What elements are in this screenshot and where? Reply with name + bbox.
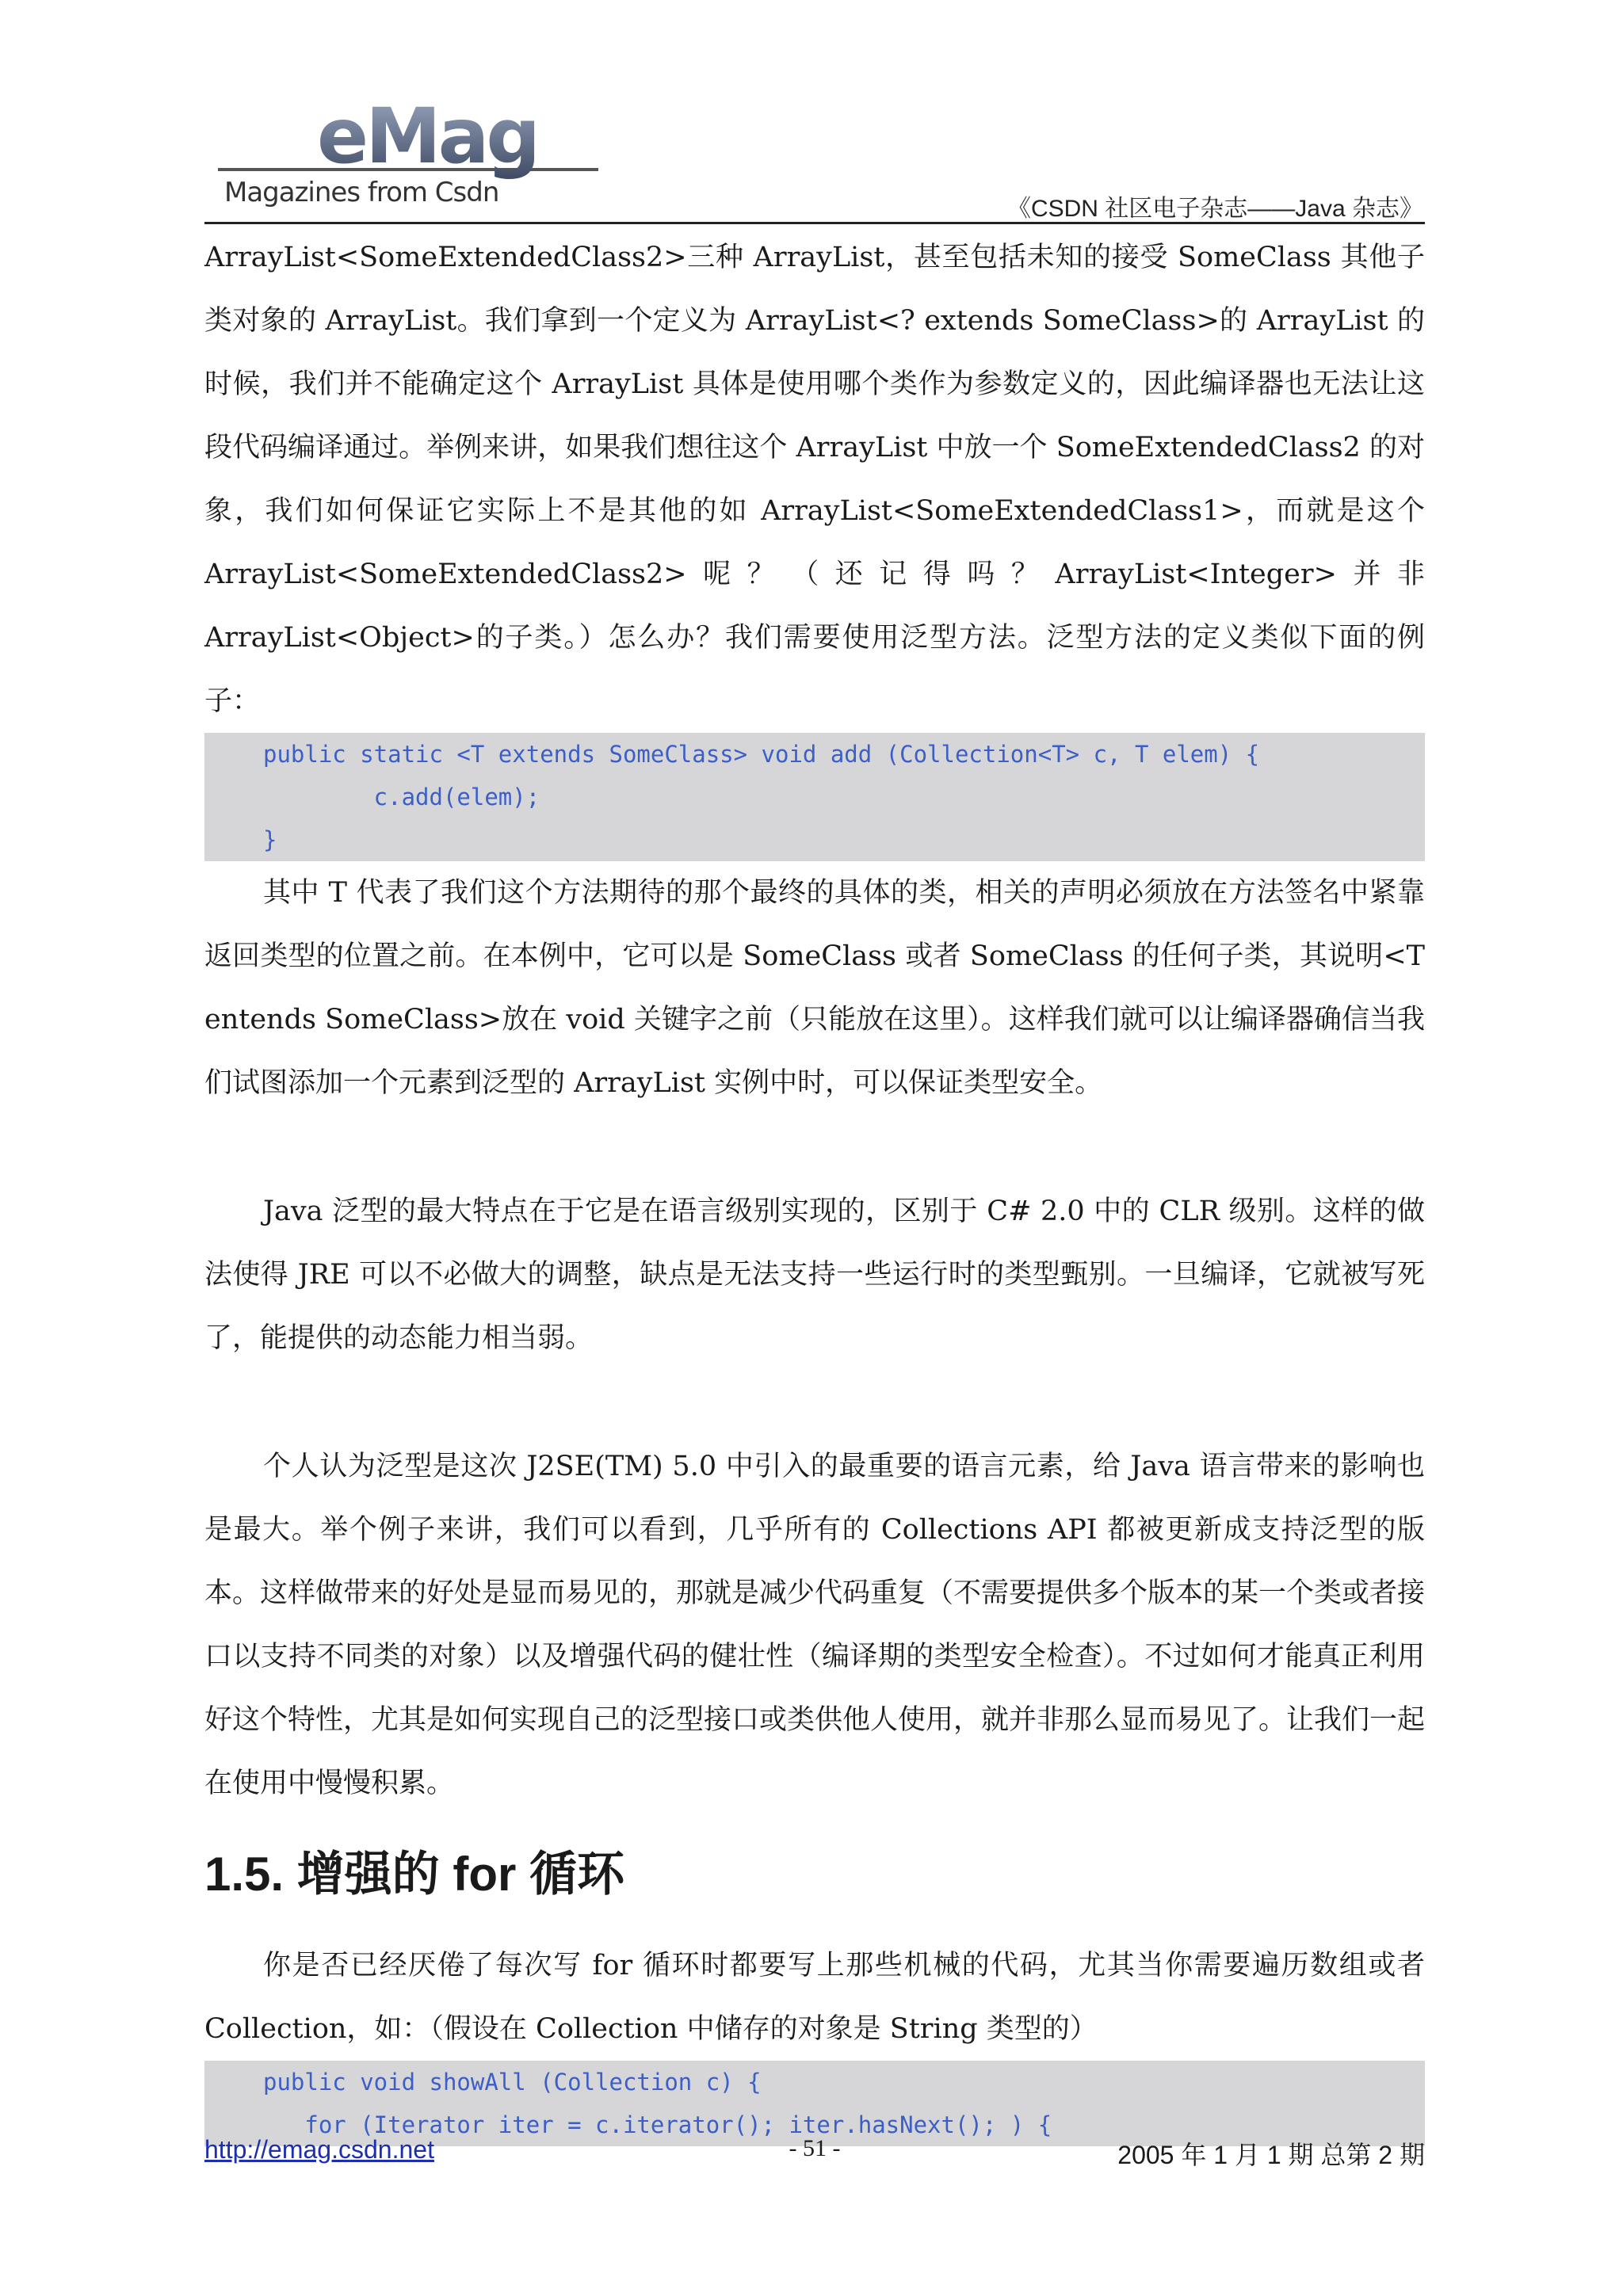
code-line: c.add(elem); [263, 784, 540, 810]
spacer [204, 1370, 1425, 1435]
page-content [204, 226, 1425, 2146]
code-block-generic-method [204, 733, 1425, 861]
page-number: - 51 - [789, 2135, 841, 2161]
svg-text:Magazines from Csdn: Magazines from Csdn [224, 177, 499, 208]
page-footer [204, 2135, 1425, 2175]
code-line: public static <T extends SomeClass> void add (Collection<T> c, T elem) { [263, 741, 1260, 768]
paragraph-2: 其中 T 代表了我们这个方法期待的那个最终的具体的类，相关的声明必须放在方法签名中紧靠返回类型的位置之前。在本例中，它可以是 SomeClass 或者 SomeClass 的任何子类，其说明<T entends SomeClass>放在 void 关键字之前（只能放在这里）。这样我们就可以让编译器确信当我们试图添加一个元素到泛型的 ArrayList 实例中时，可以保证类型安全。 [204, 877, 1425, 1099]
paragraph-4: 个人认为泛型是这次 J2SE(TM) 5.0 中引入的最重要的语言元素，给 Java 语言带来的影响也是最大。举个例子来讲，我们可以看到，几乎所有的 Collections API 都被更新成支持泛型的版本。这样做带来的好处是显而易见的，那就是减少代码重复（不需要提供多个版本的某一个类或者接口以支持不同类的对象）以及增强代码的健壮性（编译期的类型安全检查）。不过如何才能真正利用好这个特性，尤其是如何实现自己的泛型接口或类供他人使用，就并非那么显而易见了。让我们一起在使用中慢慢积累。 [204, 1451, 1426, 1799]
emag-logo [210, 103, 598, 210]
code-block-show-all [204, 2061, 1425, 2146]
paragraph-3: Java 泛型的最大特点在于它是在语言级别实现的，区别于 C# 2.0 中的 CLR 级别。这样的做法使得 JRE 可以不必做大的调整，缺点是无法支持一些运行时的类型甄别。一旦编译，它就被写死了，能提供的动态能力相当弱。 [204, 1196, 1425, 1354]
code-line: } [263, 826, 277, 853]
paragraph-5: 你是否已经厌倦了每次写 for 循环时都要写上那些机械的代码，尤其当你需要遍历数组或者 Collection，如：（假设在 Collection 中储存的对象是 String 类型的） [204, 1950, 1425, 2045]
svg-text:eMag: eMag [317, 103, 538, 181]
header-divider [204, 222, 1425, 224]
code-line: public void showAll (Collection c) { [263, 2069, 762, 2096]
issue-info: 2005 年 1 月 1 期 总第 2 期 [1117, 2141, 1425, 2169]
code-line: for (Iterator iter = c.iterator(); iter.hasNext(); ) { [263, 2111, 1052, 2138]
section-heading: 1.5. 增强的 for 循环 [204, 1848, 625, 1901]
footer-link[interactable]: http://emag.csdn.net [204, 2135, 434, 2164]
spacer [204, 1115, 1425, 1180]
paragraph-1: ArrayList<SomeExtendedClass2>三种 ArrayList，甚至包括未知的接受 SomeClass 其他子类对象的 ArrayList。我们拿到一个定义为 ArrayList<? extends SomeClass>的 ArrayList 的时候，我们并不能确定这个 ArrayList 具体是使用哪个类作为参数定义的，因此编译器也无法让这段代码编译通过。举例来讲，如果我们想往这个 ArrayList 中放一个 SomeExtendedClass2 的对象，我们如何保证它实际上不是其他的如 ArrayList<SomeExtendedClass1>，而就是这个 ArrayList<SomeExtendedClass2>呢？（还记得吗？ArrayList<Integer>并非 ArrayList<Object>的子类。）怎么办？我们需要使用泛型方法。泛型方法的定义类似下面的例子： [204, 242, 1425, 717]
magazine-title: 《CSDN 社区电子杂志——Java 杂志》 [1006, 196, 1423, 222]
